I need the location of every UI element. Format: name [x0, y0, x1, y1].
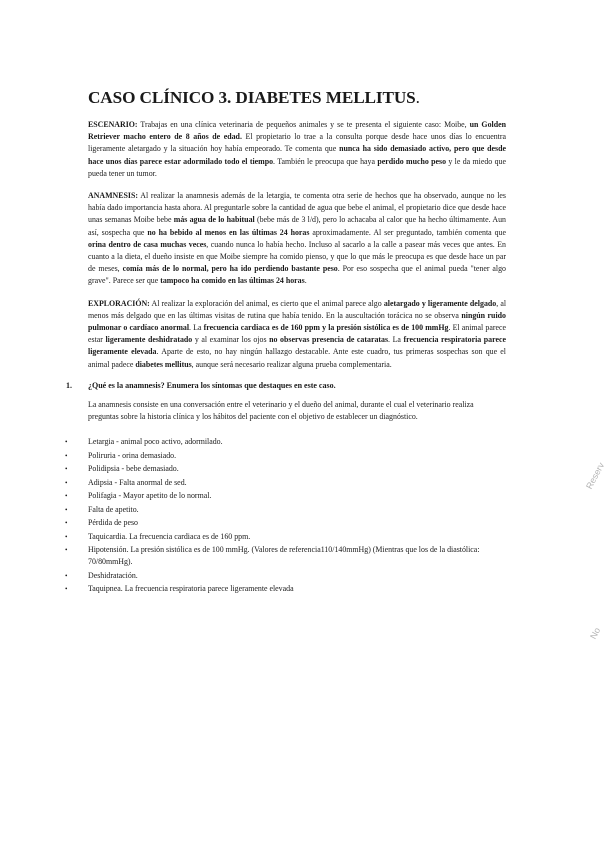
bold-text-run: ningún ruido pulmonar o cardíaco anormal: [88, 310, 506, 333]
bullet-icon: •: [65, 451, 68, 460]
list-item: [65, 517, 506, 529]
bullet-icon: •: [65, 478, 68, 487]
list-item: [65, 463, 506, 475]
text-run: .: [304, 276, 307, 286]
text-run: (bebe más de 3 l/d), pero lo achacaba al calor que ha hecho últimamente. Aun así, sospecha que: [88, 215, 506, 237]
symptom-text: Hipotensión. La presión sistólica es de 100 mmHg. (Valores de referencia110/140mmHg) (Mientras que los de la diastólica: 70/80mmHg).: [88, 545, 480, 567]
watermark-text: No: [588, 625, 603, 641]
bullet-icon: •: [65, 546, 68, 555]
list-item: [65, 531, 506, 543]
bullet-icon: •: [65, 465, 68, 474]
list-item: [65, 583, 506, 595]
escenario-paragraph: [88, 119, 506, 180]
text-run: Al realizar la anamnesis además de la letargia, te comenta otra serie de hechos que ha observado, aunque no les había dado importancia hasta ahora. Al preguntarle sobre la cantidad de agua que bebe el animal, el propietario dice que desde hace unas semanas Moibe bebe: [88, 191, 506, 225]
list-item: [65, 570, 506, 582]
bullet-icon: •: [65, 585, 68, 594]
bullet-icon: •: [65, 532, 68, 541]
bold-text-run: EXPLORACIÓN:: [88, 298, 150, 308]
page-title-period: .: [415, 88, 420, 107]
anamnesis-paragraph: [88, 190, 506, 288]
list-item: [65, 544, 506, 568]
text-run: . El animal parece estar: [88, 323, 506, 345]
bold-text-run: tampoco ha comido en las últimas 24 horas: [160, 276, 305, 286]
bold-text-run: un Golden Retriever macho entero de 8 años de edad.: [88, 120, 506, 142]
bold-text-run: no observas presencia de cataratas: [269, 335, 389, 345]
symptom-text: Letargia - animal poco activo, adormilado.: [88, 437, 223, 447]
document-page: [65, 88, 507, 597]
symptom-text: Taquipnea. La frecuencia respiratoria parece ligeramente elevada: [88, 584, 294, 594]
text-run: , cuando nunca lo había hecho. Incluso al sacarlo a la calle a pasear más veces que antes. En cuanto a la dieta, el dueño insiste en que Moibe siempre ha comido pienso, y que lo que más le preocupa es que desde hace un par de meses,: [88, 239, 507, 274]
bold-text-run: perdido mucho peso: [377, 156, 447, 166]
text-run: . Aparte de esto, no hay ningún hallazgo destacable. Ante este cuadro, tus primeras sospechas son que el animal padece: [88, 347, 506, 369]
bold-text-run: frecuencia respiratoria parece ligeramente elevada: [88, 335, 506, 357]
page-title: [88, 88, 506, 108]
text-run: Al realizar la exploración del animal, es cierto que el animal parece algo: [149, 298, 384, 308]
question-answer: La anamnesis consiste en una conversación entre el veterinario y el dueño del animal, durante el cual el veterinario realiza preguntas sobre la historia clínica y los hábitos del paciente con el objetivo de establecer un diagnóstico.: [88, 399, 474, 422]
text-run: , aunque será necesario realizar alguna prueba complementaria.: [191, 359, 392, 369]
text-run: y le da miedo que pueda tener un tumor.: [88, 156, 506, 178]
list-item: [65, 450, 506, 462]
question-number: 1.: [66, 380, 72, 390]
text-run: , al menos más delgado que en las últimas visitas de rutina que había tenido. En la auscultación torácica no se observa: [88, 298, 507, 320]
bold-text-run: aletargado y ligeramente delgado: [383, 298, 497, 308]
bold-text-run: más agua de lo habitual: [173, 215, 255, 225]
bullet-icon: •: [65, 492, 68, 501]
question-text: ¿Qué es la anamnesis? Enumera los síntomas que destaques en este caso.: [88, 380, 336, 390]
bullet-icon: •: [65, 438, 68, 447]
symptom-text: Falta de apetito.: [88, 504, 139, 514]
bullet-icon: •: [65, 519, 68, 528]
symptom-text: Poliruria - orina demasiado.: [88, 450, 177, 460]
list-item: [65, 477, 506, 489]
bold-text-run: comía más de lo normal, pero ha ido perdiendo bastante peso: [122, 264, 338, 274]
bold-text-run: ESCENARIO:: [88, 120, 138, 129]
list-item: [65, 504, 506, 516]
page-title-text: CASO CLÍNICO 3. DIABETES MELLITUS: [88, 88, 416, 107]
bold-text-run: ligeramente deshidratado: [105, 335, 193, 345]
symptom-text: Polidipsia - bebe demasiado.: [88, 464, 179, 474]
bold-text-run: diabetes mellitus: [135, 359, 192, 369]
symptom-list: [65, 436, 506, 595]
bold-text-run: no ha bebido al menos en las últimas 24 horas: [147, 227, 310, 237]
text-run: . También le preocupa que haya: [273, 156, 378, 166]
symptom-text: Adipsia - Falta anormal de sed.: [88, 477, 187, 487]
bold-text-run: nunca ha sido demasiado activo, pero que desde hace unos días parece estar adormilado todo el tiempo: [88, 144, 506, 166]
text-run: . Por eso sospecha que el animal pueda "tener algo grave". Parece ser que: [88, 264, 506, 286]
exploracion-paragraph: [88, 298, 506, 371]
text-run: El propietario lo trae a la consulta porque desde hace unos días lo encuentra ligeramente aletargado y la situación hoy había empeorado. Te comenta que: [88, 132, 507, 154]
text-run: Trabajas en una clínica veterinaria de pequeños animales y se te presenta el siguiente caso: Moibe,: [137, 120, 470, 129]
bullet-icon: •: [65, 505, 68, 514]
symptom-text: Deshidratación.: [88, 570, 138, 580]
bold-text-run: frecuencia cardiaca es de 160 ppm y la presión sistólica es de 100 mmHg: [203, 323, 449, 333]
symptom-text: Polifagia - Mayor apetito de lo normal.: [88, 491, 212, 501]
text-run: aproximadamente. Al ser preguntado, también comenta que: [309, 227, 506, 237]
watermark-text: Reserv: [584, 460, 606, 491]
bold-text-run: ANAMNESIS:: [88, 191, 138, 201]
symptom-text: Pérdida de peso: [88, 518, 138, 528]
list-item: [65, 436, 506, 448]
text-run: . La: [189, 323, 204, 333]
question-heading: [66, 380, 506, 390]
symptom-text: Taquicardia. La frecuencia cardiaca es de 160 ppm.: [88, 531, 251, 541]
text-run: y al examinar los ojos: [192, 335, 270, 345]
bold-text-run: orina dentro de casa muchas veces: [88, 239, 207, 249]
list-item: [65, 490, 506, 502]
bullet-icon: •: [65, 571, 68, 580]
text-run: . La: [388, 335, 404, 345]
